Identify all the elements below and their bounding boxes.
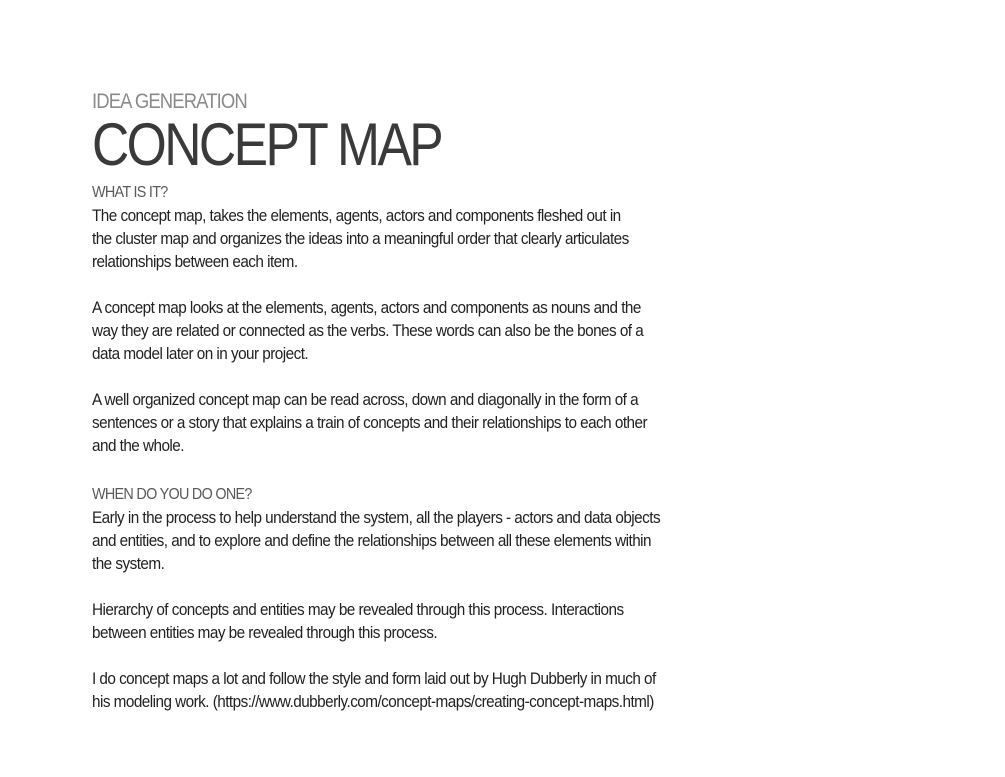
- section-heading: WHEN DO YOU DO ONE?: [92, 486, 252, 503]
- section-heading: WHAT IS IT?: [92, 184, 168, 201]
- section-what-is-it: [92, 182, 752, 457]
- paragraph: The concept map, takes the elements, agents, actors and components fleshed out in the cluster map and organizes the ideas into a meaningful order that clearly articulates relationships between each item.: [92, 206, 629, 271]
- paragraph: A concept map looks at the elements, agents, actors and components as nouns and the way they are related or connected as the verbs. These words can also be the bones of a data model later on in your project.: [92, 298, 644, 363]
- paragraph: Hierarchy of concepts and entities may be revealed through this process. Interactions between entities may be revealed through this process.: [92, 600, 624, 642]
- paragraph: Early in the process to help understand the system, all the players - actors and data objects and entities, and to explore and define the relationships between all these elements within the system.: [92, 508, 661, 573]
- paragraph: I do concept maps a lot and follow the style and form laid out by Hugh Dubberly in much of his modeling work. (https://www.dubberly.com/concept-maps/creating-concept-maps.html): [92, 669, 656, 711]
- paragraph: A well organized concept map can be read across, down and diagonally in the form of a sentences or a story that explains a train of concepts and their relationships to each other and the whole.: [92, 390, 648, 455]
- page-title: CONCEPT MAP: [92, 111, 442, 178]
- section-when-do-you-do-one: [92, 484, 752, 713]
- document-page: [92, 90, 752, 713]
- category-label: IDEA GENERATION: [92, 90, 247, 113]
